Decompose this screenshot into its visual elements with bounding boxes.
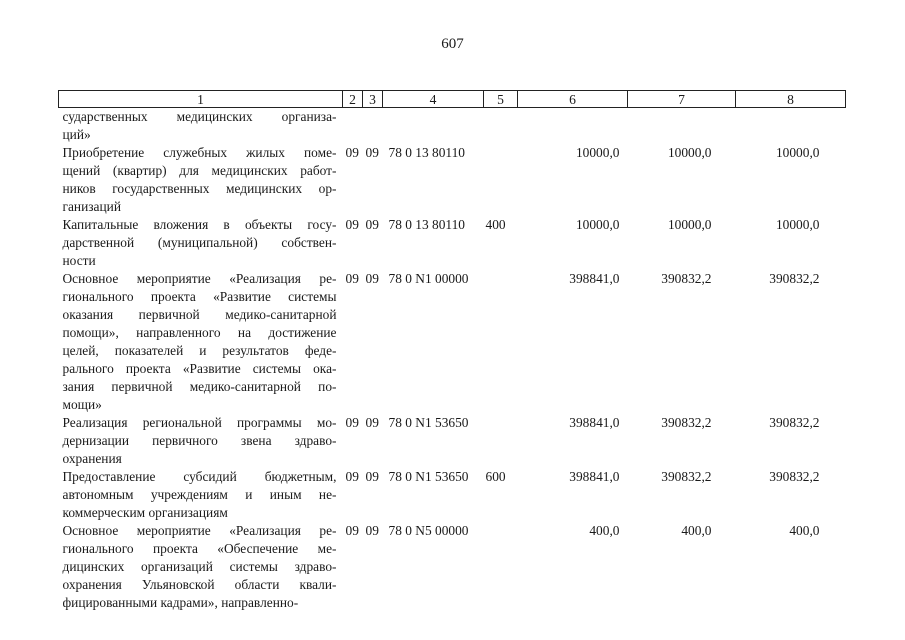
row-name xyxy=(59,270,343,414)
table-row xyxy=(59,108,846,145)
row-name-line: щений (квартир) для медицинских работ- xyxy=(62,163,337,178)
row-name-line: охранения Ульяновской области квали- xyxy=(62,577,337,592)
amount-col-6: 398841,0 xyxy=(569,469,620,484)
row-name-line: оказания первичной медико-санитарной xyxy=(62,307,337,322)
header-col-1: 1 xyxy=(59,91,343,108)
amount-col-6: 398841,0 xyxy=(569,415,620,430)
table-row xyxy=(59,144,846,216)
expense-type-code xyxy=(484,108,518,145)
target-article-code: 78 0 N1 53650 xyxy=(388,469,469,484)
row-name-line: целей, показателей и результатов феде- xyxy=(62,343,337,358)
row-name-line: ников государственных медицинских ор- xyxy=(62,181,337,196)
header-col-8: 8 xyxy=(736,91,846,108)
header-col-7: 7 xyxy=(628,91,736,108)
header-col-5: 5 xyxy=(484,91,518,108)
section-code: 09 xyxy=(345,145,359,160)
target-article-code: 78 0 N1 00000 xyxy=(388,271,469,286)
subsection-code xyxy=(363,108,383,145)
section-code: 09 xyxy=(345,217,359,232)
row-name-line: ности xyxy=(62,253,96,268)
amount-col-6: 10000,0 xyxy=(575,145,620,160)
row-name-line: дицинских организаций системы здраво- xyxy=(62,559,337,574)
expense-type-code xyxy=(484,414,518,468)
amount-col-7: 390832,2 xyxy=(661,469,712,484)
row-name-line: Основное мероприятие «Реализация ре- xyxy=(62,271,337,286)
amount-col-8: 390832,2 xyxy=(769,271,820,286)
row-name-line: фицированными кадрами», направленно- xyxy=(62,595,299,610)
amount-col-7: 10000,0 xyxy=(667,217,712,232)
expense-type-code: 400 xyxy=(485,217,506,232)
row-name-line: гионального проекта «Развитие системы xyxy=(62,289,337,304)
row-name-line: Предоставление субсидий бюджетным, xyxy=(62,469,337,484)
amount-col-7 xyxy=(628,108,736,145)
section-code xyxy=(343,108,363,145)
budget-table xyxy=(58,90,846,612)
amount-col-8: 400,0 xyxy=(789,523,820,538)
row-name xyxy=(59,216,343,270)
amount-col-7: 390832,2 xyxy=(661,271,712,286)
target-article-code: 78 0 13 80110 xyxy=(388,145,465,160)
row-name-line: мощи» xyxy=(62,397,102,412)
table-row xyxy=(59,414,846,468)
header-col-6: 6 xyxy=(518,91,628,108)
expense-type-code: 600 xyxy=(485,469,506,484)
row-name-line: зания первичной медико-санитарной по- xyxy=(62,379,337,394)
amount-col-6: 10000,0 xyxy=(575,217,620,232)
header-row xyxy=(59,91,846,108)
header-col-3: 3 xyxy=(363,91,383,108)
table-header xyxy=(59,91,846,108)
section-code: 09 xyxy=(345,415,359,430)
expense-type-code xyxy=(484,522,518,612)
expense-type-code xyxy=(484,144,518,216)
row-name-line: Реализация региональной программы мо- xyxy=(62,415,337,430)
subsection-code: 09 xyxy=(365,217,379,232)
row-name-line: автономным учреждениям и иным не- xyxy=(62,487,337,502)
row-name xyxy=(59,522,343,612)
subsection-code: 09 xyxy=(365,145,379,160)
target-article-code: 78 0 13 80110 xyxy=(388,217,465,232)
amount-col-6: 400,0 xyxy=(589,523,620,538)
subsection-code: 09 xyxy=(365,415,379,430)
row-name-line: Приобретение служебных жилых поме- xyxy=(62,145,337,160)
amount-col-7: 400,0 xyxy=(681,523,712,538)
row-name xyxy=(59,108,343,145)
amount-col-6: 398841,0 xyxy=(569,271,620,286)
subsection-code: 09 xyxy=(365,469,379,484)
row-name-line: ций» xyxy=(62,127,91,142)
row-name-line: рального проекта «Развитие системы ока- xyxy=(62,361,337,376)
table-row xyxy=(59,468,846,522)
header-col-2: 2 xyxy=(343,91,363,108)
row-name-line: сударственных медицинских организа- xyxy=(62,109,337,124)
table-row xyxy=(59,522,846,612)
row-name-line: коммерческим организациям xyxy=(62,505,228,520)
table-row xyxy=(59,216,846,270)
subsection-code: 09 xyxy=(365,523,379,538)
section-code: 09 xyxy=(345,271,359,286)
amount-col-8: 10000,0 xyxy=(775,217,820,232)
section-code: 09 xyxy=(345,523,359,538)
amount-col-8 xyxy=(736,108,846,145)
header-col-4: 4 xyxy=(383,91,484,108)
section-code: 09 xyxy=(345,469,359,484)
amount-col-7: 390832,2 xyxy=(661,415,712,430)
target-article-code xyxy=(383,108,484,145)
amount-col-7: 10000,0 xyxy=(667,145,712,160)
row-name-line: Основное мероприятие «Реализация ре- xyxy=(62,523,337,538)
amount-col-6 xyxy=(518,108,628,145)
amount-col-8: 390832,2 xyxy=(769,469,820,484)
target-article-code: 78 0 N1 53650 xyxy=(388,415,469,430)
row-name-line: дарственной (муниципальной) собствен- xyxy=(62,235,337,250)
row-name-line: дернизации первичного звена здраво- xyxy=(62,433,337,448)
row-name-line: гионального проекта «Обеспечение ме- xyxy=(62,541,337,556)
row-name xyxy=(59,414,343,468)
row-name-line: ганизаций xyxy=(62,199,121,214)
target-article-code: 78 0 N5 00000 xyxy=(388,523,469,538)
subsection-code: 09 xyxy=(365,271,379,286)
amount-col-8: 10000,0 xyxy=(775,145,820,160)
expense-type-code xyxy=(484,270,518,414)
amount-col-8: 390832,2 xyxy=(769,415,820,430)
row-name-line: охранения xyxy=(62,451,122,466)
row-name xyxy=(59,468,343,522)
table-row xyxy=(59,270,846,414)
row-name-line: помощи», направленного на достижение xyxy=(62,325,337,340)
page-number: 607 xyxy=(441,36,464,52)
table-body xyxy=(59,108,846,613)
row-name-line: Капитальные вложения в объекты госу- xyxy=(62,217,337,232)
row-name xyxy=(59,144,343,216)
